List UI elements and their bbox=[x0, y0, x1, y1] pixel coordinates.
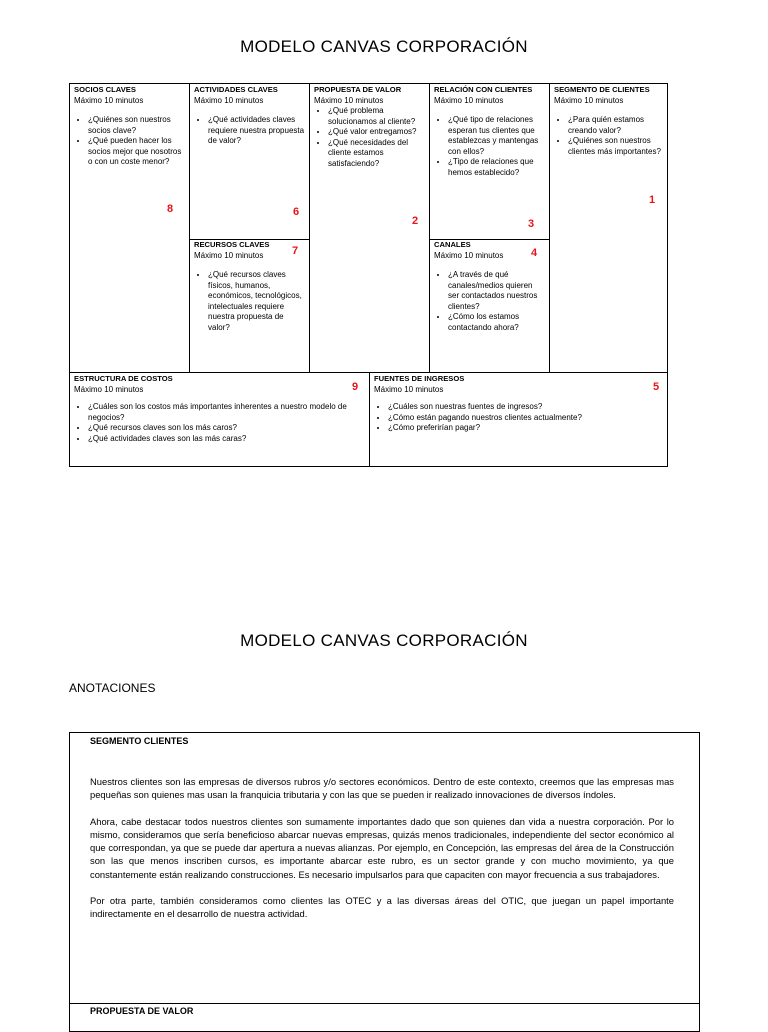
list-item: • ¿Tipo de relaciones que hemos establecido? bbox=[448, 157, 545, 178]
paragraph: Ahora, cabe destacar todos nuestros clientes son sumamente importantes dado que son quienes dan vida a nuestra corporación. Por lo mismo, consideramos que sería beneficioso abarcar nuevas empresas, quizás menos tradicionales, independiente del sector económico al que correspondan, ya que se puede dar apertura a nuevas alianzas. Por ejemplo, en Concepción, las empresas del área de la Construcción son las que menos inscriben cursos, es importante abarcar este rubro, es un sector grande y con mucho movimiento, ya que constantemente están realizando construcciones. Es necesario impulsarlos para que capaciten con mayor frecuencia a sus trabajadores. bbox=[90, 815, 674, 880]
cell-heading: PROPUESTA DE VALOR bbox=[314, 85, 402, 94]
fuentes-de-ingresos-cell bbox=[370, 373, 668, 466]
segmento-body bbox=[90, 775, 674, 934]
page-title: MODELO CANVAS CORPORACIÓN bbox=[240, 37, 528, 56]
list-item: • ¿Qué recursos claves son los más caros? bbox=[88, 423, 365, 434]
segmento-heading: SEGMENTO CLIENTES bbox=[90, 736, 189, 746]
cell-number: 9 bbox=[352, 381, 359, 393]
section-title: MODELO CANVAS CORPORACIÓN bbox=[240, 631, 528, 650]
cell-number: 3 bbox=[528, 218, 535, 230]
cell-heading: SOCIOS CLAVES bbox=[74, 85, 136, 94]
cell-time: Máximo 10 minutos bbox=[314, 95, 384, 105]
cell-number: 2 bbox=[412, 215, 419, 227]
business-model-canvas bbox=[69, 83, 668, 467]
cell-time: Máximo 10 minutos bbox=[554, 95, 624, 105]
cell-heading: ACTIVIDADES CLAVES bbox=[194, 85, 278, 94]
propuesta-de-valor-cell bbox=[310, 84, 429, 372]
cell-heading: RELACIÓN CON CLIENTES bbox=[434, 85, 533, 94]
cell-number: 5 bbox=[653, 381, 660, 393]
list-item: • ¿Qué problema solucionamos al cliente? bbox=[328, 106, 425, 127]
list-item: • ¿Qué tipo de relaciones esperan tus clientes que establezcas y mantengas con ellos? bbox=[448, 115, 545, 157]
list-item: • ¿Cuáles son nuestras fuentes de ingresos? bbox=[388, 402, 664, 413]
cell-heading: FUENTES DE INGRESOS bbox=[374, 374, 465, 383]
cell-number: 8 bbox=[167, 203, 174, 215]
list-item: • ¿Qué pueden hacer los socios mejor que nosotros o con un coste menor? bbox=[88, 136, 185, 168]
paragraph: Por otra parte, también consideramos como clientes las OTEC y a las diversas áreas del OTIC, que juegan un papel importante indirectamente en el desarrollo de nuestra actividad. bbox=[90, 895, 674, 920]
socios-claves-cell bbox=[70, 84, 189, 239]
annotations-label: ANOTACIONES bbox=[69, 681, 156, 695]
cell-heading: SEGMENTO DE CLIENTES bbox=[554, 85, 650, 94]
estructura-de-costos-cell bbox=[70, 373, 369, 466]
propuesta-heading: PROPUESTA DE VALOR bbox=[90, 1006, 194, 1016]
cell-time: Máximo 10 minutos bbox=[194, 95, 264, 105]
cell-heading: RECURSOS CLAVES bbox=[194, 240, 270, 249]
cell-time: Máximo 10 minutos bbox=[194, 250, 264, 260]
list-item: • ¿Qué valor entregamos? bbox=[328, 127, 425, 138]
list-item: • ¿Cómo los estamos contactando ahora? bbox=[448, 312, 545, 333]
actividades-claves-cell bbox=[190, 84, 309, 239]
list-item: • ¿Cómo están pagando nuestros clientes actualmente? bbox=[388, 413, 664, 424]
cell-time: Máximo 10 minutos bbox=[74, 95, 144, 105]
list-item: • ¿Para quién estamos creando valor? bbox=[568, 115, 664, 136]
cell-number: 1 bbox=[649, 194, 656, 206]
list-item: • ¿Quiénes son nuestros socios clave? bbox=[88, 115, 185, 136]
annotations-table bbox=[69, 732, 700, 1032]
cell-number: 4 bbox=[531, 247, 538, 259]
list-item: • ¿Quiénes son nuestros clientes más importantes? bbox=[568, 136, 664, 157]
relacion-con-clientes-cell bbox=[430, 84, 549, 239]
cell-time: Máximo 10 minutos bbox=[374, 384, 444, 394]
list-item: • ¿Qué recursos claves físicos, humanos, económicos, tecnológicos, intelectuales requiere nuestra propuesta de valor? bbox=[208, 270, 305, 333]
recursos-claves-cell bbox=[190, 239, 309, 372]
cell-heading: ESTRUCTURA DE COSTOS bbox=[74, 374, 173, 383]
list-item: • ¿A través de qué canales/medios quieren ser contactados nuestros clientes? bbox=[448, 270, 545, 312]
segmento-de-clientes-cell bbox=[550, 84, 668, 372]
list-item: • ¿Qué actividades claves requiere nuestra propuesta de valor? bbox=[208, 115, 305, 147]
cell-heading: CANALES bbox=[434, 240, 471, 249]
cell-time: Máximo 10 minutos bbox=[434, 95, 504, 105]
cell-time: Máximo 10 minutos bbox=[74, 384, 144, 394]
list-item: • ¿Cómo preferirían pagar? bbox=[388, 423, 664, 434]
list-item: • ¿Cuáles son los costos más importantes inherentes a nuestro modelo de negocios? bbox=[88, 402, 365, 423]
paragraph: Nuestros clientes son las empresas de diversos rubros y/o sectores económicos. Dentro de este contexto, creemos que las empresas mas pequeñas son quienes mas usan la franquicia tributaria y con las que se pueden ir realizado innovaciones de diversos índoles. bbox=[90, 776, 674, 801]
list-item: • ¿Qué necesidades del cliente estamos satisfaciendo? bbox=[328, 138, 425, 170]
divider bbox=[70, 1003, 699, 1004]
cell-time: Máximo 10 minutos bbox=[434, 250, 504, 260]
cell-number: 7 bbox=[292, 245, 299, 257]
cell-number: 6 bbox=[293, 206, 300, 218]
list-item: • ¿Qué actividades claves son las más caras? bbox=[88, 434, 365, 445]
